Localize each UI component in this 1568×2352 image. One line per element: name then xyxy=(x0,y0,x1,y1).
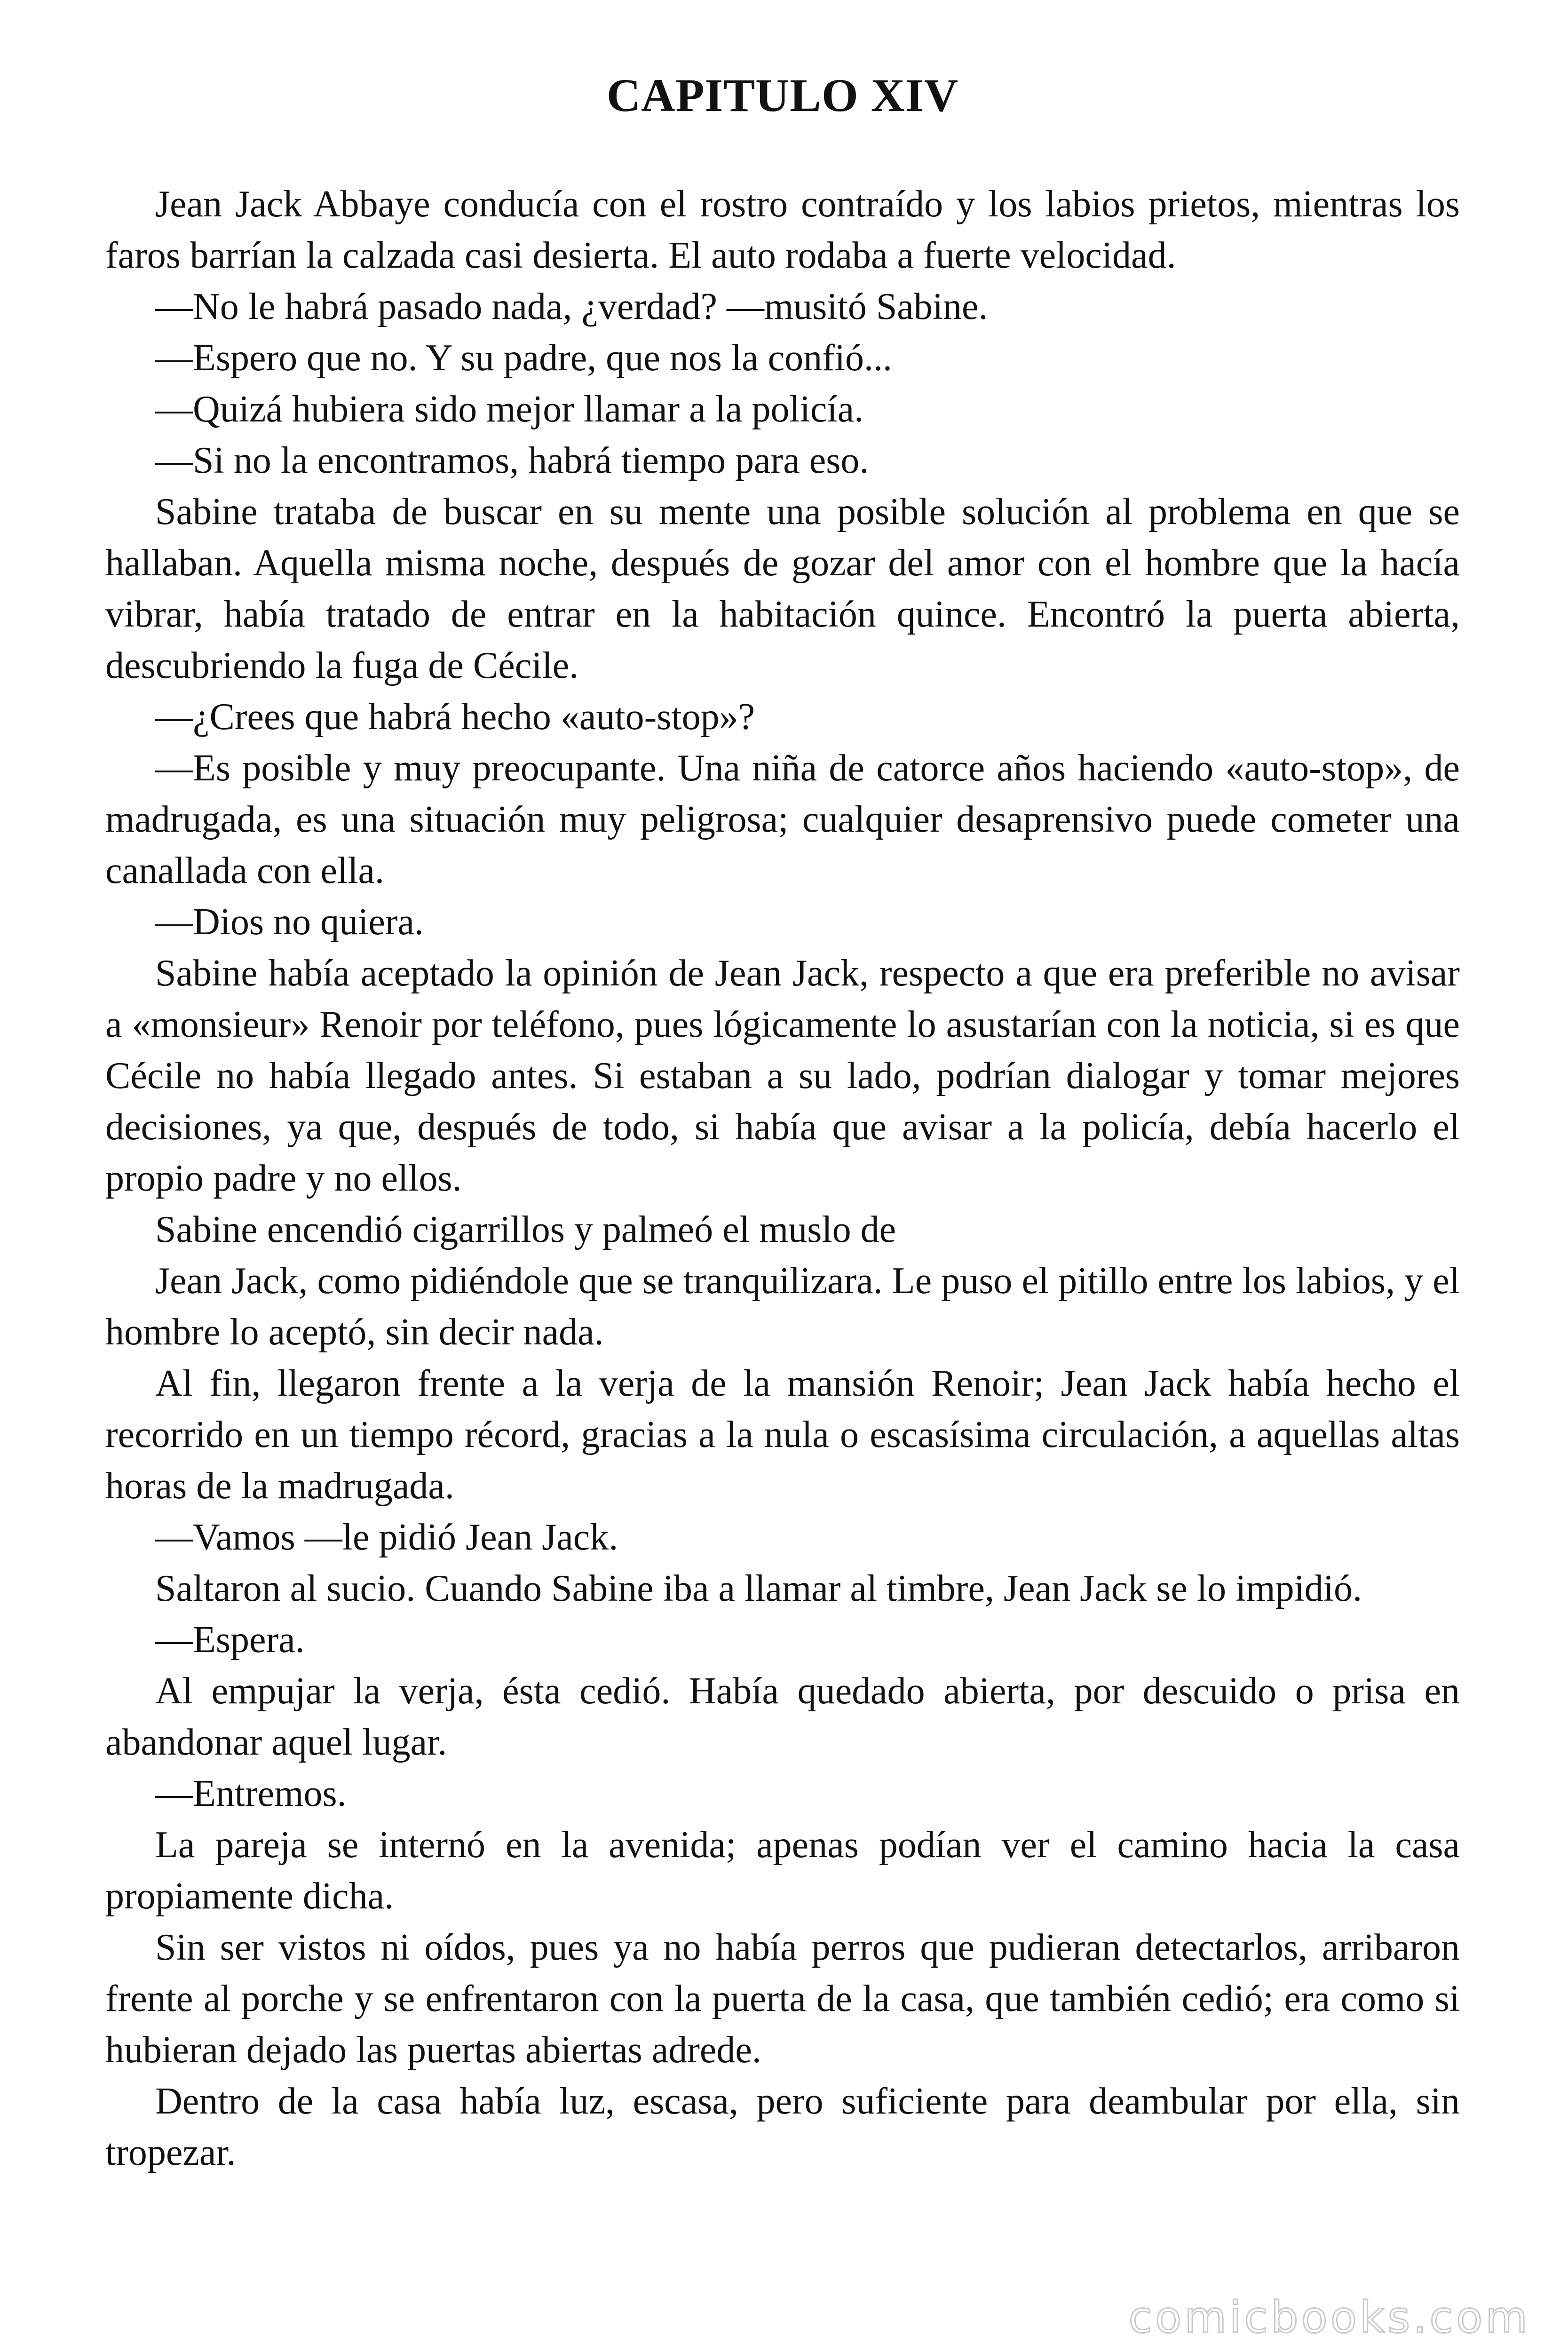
paragraph: —Es posible y muy preocupante. Una niña de catorce años haciendo «auto-stop», de madrugada, es una situación muy peligrosa; cualquier desaprensivo puede cometer una canallada con ella. xyxy=(105,747,1460,891)
paragraph: —Quizá hubiera sido mejor llamar a la policía. xyxy=(155,389,864,430)
paragraph: —Vamos —le pidió Jean Jack. xyxy=(155,1517,618,1558)
chapter-body xyxy=(105,179,1460,2178)
paragraph: —Dios no quiera. xyxy=(155,901,424,943)
watermark: comicbooks.com xyxy=(1128,2292,1530,2343)
paragraph: Dentro de la casa había luz, escasa, pero suficiente para deambular por ella, sin tropezar. xyxy=(105,2081,1460,2173)
paragraph: La pareja se internó en la avenida; apenas podían ver el camino hacia la casa propiamente dicha. xyxy=(105,1824,1460,1917)
paragraph: Jean Jack Abbaye conducía con el rostro contraído y los labios prietos, mientras los faros barrían la calzada casi desierta. El auto rodaba a fuerte velocidad. xyxy=(105,183,1460,276)
paragraph: —Entremos. xyxy=(155,1773,347,1814)
paragraph: —Espero que no. Y su padre, que nos la confió... xyxy=(155,337,893,379)
paragraph: Sin ser vistos ni oídos, pues ya no había perros que pudieran detectarlos, arribaron frente al porche y se enfrentaron con la puerta de la casa, que también cedió; era como si hubieran dejado las puertas abiertas adrede. xyxy=(105,1927,1460,2071)
paragraph: —Espera. xyxy=(155,1619,305,1661)
chapter-title: CAPITULO XIV xyxy=(606,69,959,121)
paragraph: Sabine encendió cigarrillos y palmeó el muslo de xyxy=(155,1209,896,1250)
paragraph: Sabine había aceptado la opinión de Jean Jack, respecto a que era preferible no avisar a «monsieur» Renoir por teléfono, pues lógicamente lo asustarían con la noticia, si es que Cécile no había llegado antes. Si estaban a su lado, podrían dialogar y tomar mejores decisiones, ya que, después de todo, si había que avisar a la policía, debía hacerlo el propio padre y no ellos. xyxy=(105,953,1460,1199)
book-page xyxy=(105,0,1460,2178)
paragraph: Jean Jack, como pidiéndole que se tranquilizara. Le puso el pitillo entre los labios, y el hombre lo aceptó, sin decir nada. xyxy=(105,1260,1460,1353)
paragraph: —No le habrá pasado nada, ¿verdad? —musitó Sabine. xyxy=(155,286,988,327)
paragraph: —Si no la encontramos, habrá tiempo para eso. xyxy=(155,440,869,481)
paragraph: Al fin, llegaron frente a la verja de la mansión Renoir; Jean Jack había hecho el recorrido en un tiempo récord, gracias a la nula o escasísima circulación, a aquellas altas horas de la madrugada. xyxy=(105,1363,1460,1507)
paragraph: Saltaron al sucio. Cuando Sabine iba a llamar al timbre, Jean Jack se lo impidió. xyxy=(155,1568,1362,1609)
paragraph: —¿Crees que habrá hecho «auto-stop»? xyxy=(155,696,755,738)
paragraph: Al empujar la verja, ésta cedió. Había quedado abierta, por descuido o prisa en abandonar aquel lugar. xyxy=(105,1670,1460,1763)
paragraph: Sabine trataba de buscar en su mente una posible solución al problema en que se hallaban. Aquella misma noche, después de gozar del amor con el hombre que la hacía vibrar, había tratado de entrar en la habitación quince. Encontró la puerta abierta, descubriendo la fuga de Cécile. xyxy=(105,491,1460,686)
